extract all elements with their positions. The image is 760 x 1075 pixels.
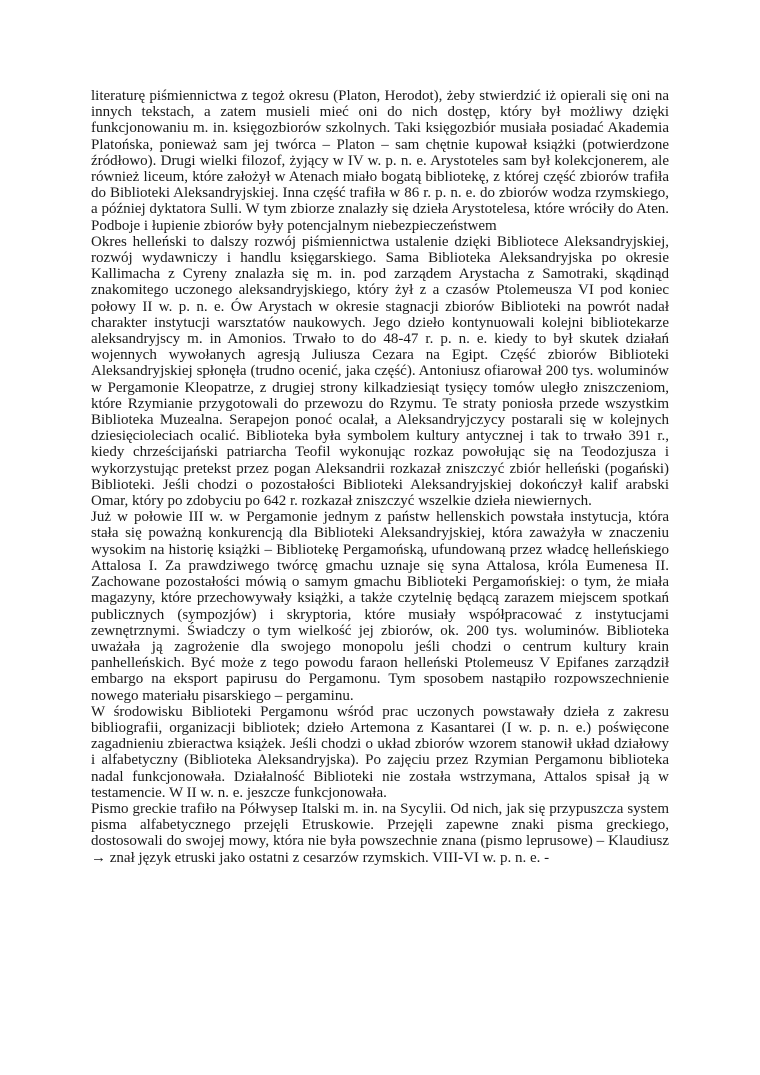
paragraph-greek-book-collections: literaturę piśmiennictwa z tegoż okresu (Platon, Herodot), żeby stwierdzić iż opierali się oni na innych tekstach, a zatem musieli mieć oni do nich dostęp, który był możliwy dzięki funkcjonowaniu m. in. księgozbiorów szkolnych. Taki księgozbiór musiała posiadać Akademia Platońska, ponieważ sam jej twórca – Platon – sam chętnie kupował książki (potwierdzone źródłowo). Drugi wielki filozof, żyjący w IV w. p. n. e. Arystoteles sam był kolekcjonerem, ale również liceum, które założył w Atenach miało bogatą bibliotekę, z której część zbiorów trafiła do Biblioteki Aleksandryjskiej. Inna część trafiła w 86 r. p. n. e. do zbiorów wodza rzymskiego, a później dyktatora Sulli. W tym zbiorze znalazły się dzieła Arystotelesa, które wróciły do Aten. Podboje i łupienie zbiorów były potencjalnym niebezpieczeństwem: [91, 88, 669, 234]
document-page: [91, 88, 669, 866]
paragraph-pergamon-scholarship: W środowisku Biblioteki Pergamonu wśród prac uczonych powstawały dzieła z zakresu bibliografii, organizacji bibliotek; dzieło Artemona z Kasantarei (I w. p. n. e.) poświęcone zagadnieniu zbieractwa książek. Jeśli chodzi o układ zbiorów wzorem stanowił układ działowy i alfabetyczny (Biblioteka Aleksandryjska). Po zajęciu przez Rzymian Pergamonu biblioteka nadal funkcjonowała. Działalność Biblioteki nie została wstrzymana, Attalos spisał ją w testamencie. W II w. n. e. jeszcze funkcjonowała.: [91, 703, 669, 801]
paragraph-pergamon-library: Już w połowie III w. w Pergamonie jednym z państw hellenskich powstała instytucja, która stała się poważną konkurencją dla Biblioteki Aleksandryjskiej, która zaważyła w znaczeniu wysokim na historię książki – Bibliotekę Pergamońską, ufundowaną przez władcę helleńskiego Attalosa I. Za prawdziwego twórcę gmachu uznaje się syna Attalosa, króla Eumenesa II. Zachowane pozostałości mówią o samym gmachu Biblioteki Pergamońskiej: o tym, że miała magazyny, które przechowywały książki, a także czytelnię będącą zarazem miejscem spotkań publicznych (sympozjów) i skryptoria, które musiały współpracować z instytucjami zewnętrznymi. Świadczy o tym wielkość jej zbiorów, ok. 200 tys. woluminów. Biblioteka uważała ją zagrożenie dla swojego monopolu jeśli chodzi o centrum kultury krain panhelleńskich. Być może z tego powodu faraon helleński Ptolemeusz V Epifanes zarządził embargo na eksport papirusu do Pergamonu. Tym sposobem nastąpiło rozpowszechnienie nowego materiału pisarskiego – pergaminu.: [91, 509, 669, 704]
paragraph-etruscan-script: Pismo greckie trafiło na Półwysep Italski m. in. na Sycylii. Od nich, jak się przypuszcza system pisma alfabetycznego przejęli Etruskowie. Przejęli zapewne znaki pisma greckiego, dostosowali do swojej mowy, która nie była powszechnie znana (pismo leprusowe) – Klaudiusz → znał język etruski jako ostatni z cesarzów rzymskich. VIII-VI w. p. n. e. -: [91, 800, 669, 866]
paragraph-hellenistic-alexandria: Okres helleński to dalszy rozwój piśmiennictwa ustalenie dzięki Bibliotece Aleksandryjskiej, rozwój wydawniczy i handlu księgarskiego. Sama Biblioteka Aleksandryjska po okresie Kallimacha z Cyreny znalazła się m. in. pod zarządem Arystacha z Samotraki, skądinąd znakomitego uczonego aleksandryjskiego, który żył z a czasów Ptolemeusza VI pod koniec połowy II w. p. n. e. Ów Arystach w okresie stagnacji zbiorów Biblioteki na powrót nadał charakter instytucji warsztatów naukowych. Jego dzieło kontynuowali kolejni bibliotekarze aleksandryjscy m. in Amonios. Trwało to do 48-47 r. p. n. e. kiedy to był skutek działań wojennych wywołanych agresją Juliusza Cezara na Egipt. Część zbiorów Biblioteki Aleksandryjskiej spłonęła (trudno ocenić, jaka część). Antoniusz ofiarował 200 tys. woluminów w Pergamonie Kleopatrze, z drugiej strony kilkadziesiąt tysięcy tomów uległo zniszczeniom, które Rzymianie przygotowali do przewozu do Rzymu. Te straty poniosła przede wszystkim Biblioteka Muzealna. Serapejon ponoć ocalał, a Aleksandryjczycy postarali się w kolejnych dziesięcioleciach ocalić. Biblioteka była symbolem kultury antycznej i tak to trwało 391 r., kiedy chrześcijański patriarcha Teofil wykonując rozkaz powołując się na Teodozjusza i wykorzystując pretekst przez pogan Aleksandrii rozkazał zniszczyć zbiór helleński (pogański) Biblioteki. Jeśli chodzi o pozostałości Biblioteki Aleksandryjskiej dokończył kalif arabski Omar, który po zdobyciu po 642 r. rozkazał zniszczyć wszelkie dzieła niewiernych.: [91, 233, 669, 510]
